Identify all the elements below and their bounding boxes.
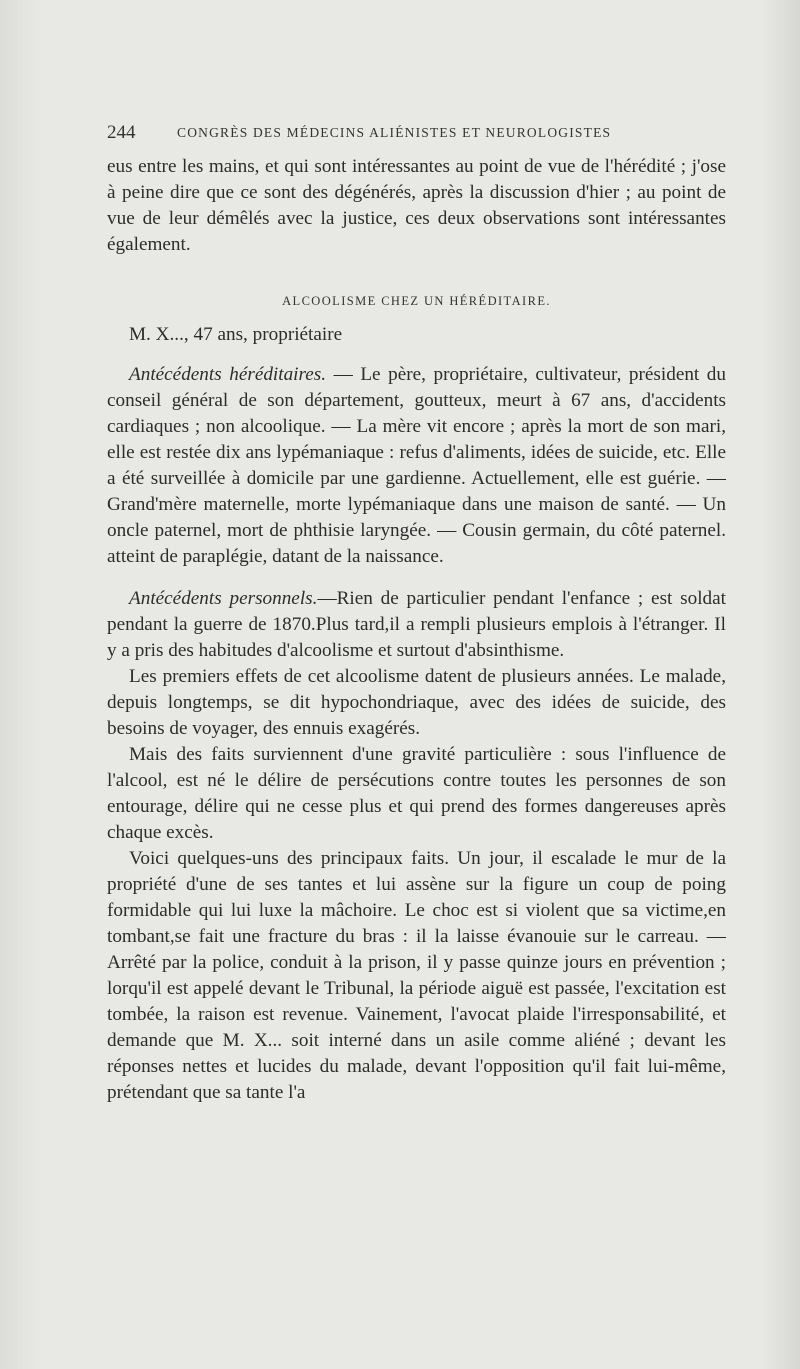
paragraph-facts: Mais des faits surviennent d'une gravité particulière : sous l'influence de l'alcool, est né le délire de persécutions contre toutes les personnes de son entourage, délire qui ne cesse plus et qui prend des formes dangereuses après chaque excès. (107, 744, 726, 843)
personal-heading: Antécédents personnels. (129, 588, 318, 609)
patient-line: M. X..., 47 ans, propriétaire (129, 324, 343, 345)
paragraph-personal (107, 586, 726, 664)
personal-text: —Rien de particulier pendant l'enfance ; est soldat pendant la guerre de 1870.Plus tard,il a rempli plusieurs emplois à l'étranger. Il y a pris des habitudes d'alcoolisme et surtout d'absinthisme. (107, 588, 726, 661)
paragraph-hereditary (107, 362, 726, 570)
section-title: ALCOOLISME CHEZ UN HÉRÉDITAIRE. (282, 294, 551, 308)
page-header (107, 122, 727, 146)
paragraph-voici: Voici quelques-uns des principaux faits. Un jour, il escalade le mur de la propriété d'une de ses tantes et lui assène sur la figure un coup de poing formidable qui lui luxe la mâchoire. Le choc est si violent que sa victime,en tombant,se fait une fracture du bras : il la laisse évanouie sur le carreau. —Arrêté par la police, conduit à la prison, il y passe quinze jours en prévention ; lorqu'il est appelé devant le Tribunal, la période aiguë est passée, l'excitation est tombée, la raison est revenue. Vainement, l'avocat plaide l'irresponsabilité, et demande que M. X... soit interné dans un asile comme aliéné ; devant les réponses nettes et lucides du malade, devant l'opposition qu'il fait lui-même, prétendant que sa tante l'a (107, 848, 726, 1103)
paragraph-effects: Les premiers effets de cet alcoolisme datent de plusieurs années. Le malade, depuis longtemps, se dit hypochondriaque, avec des idées de suicide, des besoins de voyager, des ennuis exagérés. (107, 666, 726, 739)
hereditary-heading: Antécédents héréditaires. (129, 364, 327, 385)
running-title: CONGRÈS DES MÉDECINS ALIÉNISTES ET NEUROLOGISTES (177, 125, 612, 140)
hereditary-text: — Le père, propriétaire, cultivateur, président du conseil général de son département, goutteux, meurt à 67 ans, d'accidents cardiaques ; non alcoolique. — La mère vit encore ; après la mort de son mari, elle est restée dix ans lypémaniaque : refus d'aliments, idées de suicide, etc. Elle a été surveillée à domicile par une gardienne. Actuellement, elle est guérie. — Grand'mère maternelle, morte lypémaniaque dans une maison de santé. — Un oncle paternel, mort de phthisie laryngée. — Cousin germain, du côté paternel. atteint de paraplégie, datant de la naissance. (107, 364, 726, 567)
paragraph-intro: eus entre les mains, et qui sont intéressantes au point de vue de l'hérédité ; j'ose à peine dire que ce sont des dégénérés, après la discussion d'hier ; au point de vue de leur démêlés avec la justice, ces deux observations sont intéressantes également. (107, 156, 726, 255)
page-number: 244 (107, 122, 136, 143)
body-text (107, 154, 726, 1106)
